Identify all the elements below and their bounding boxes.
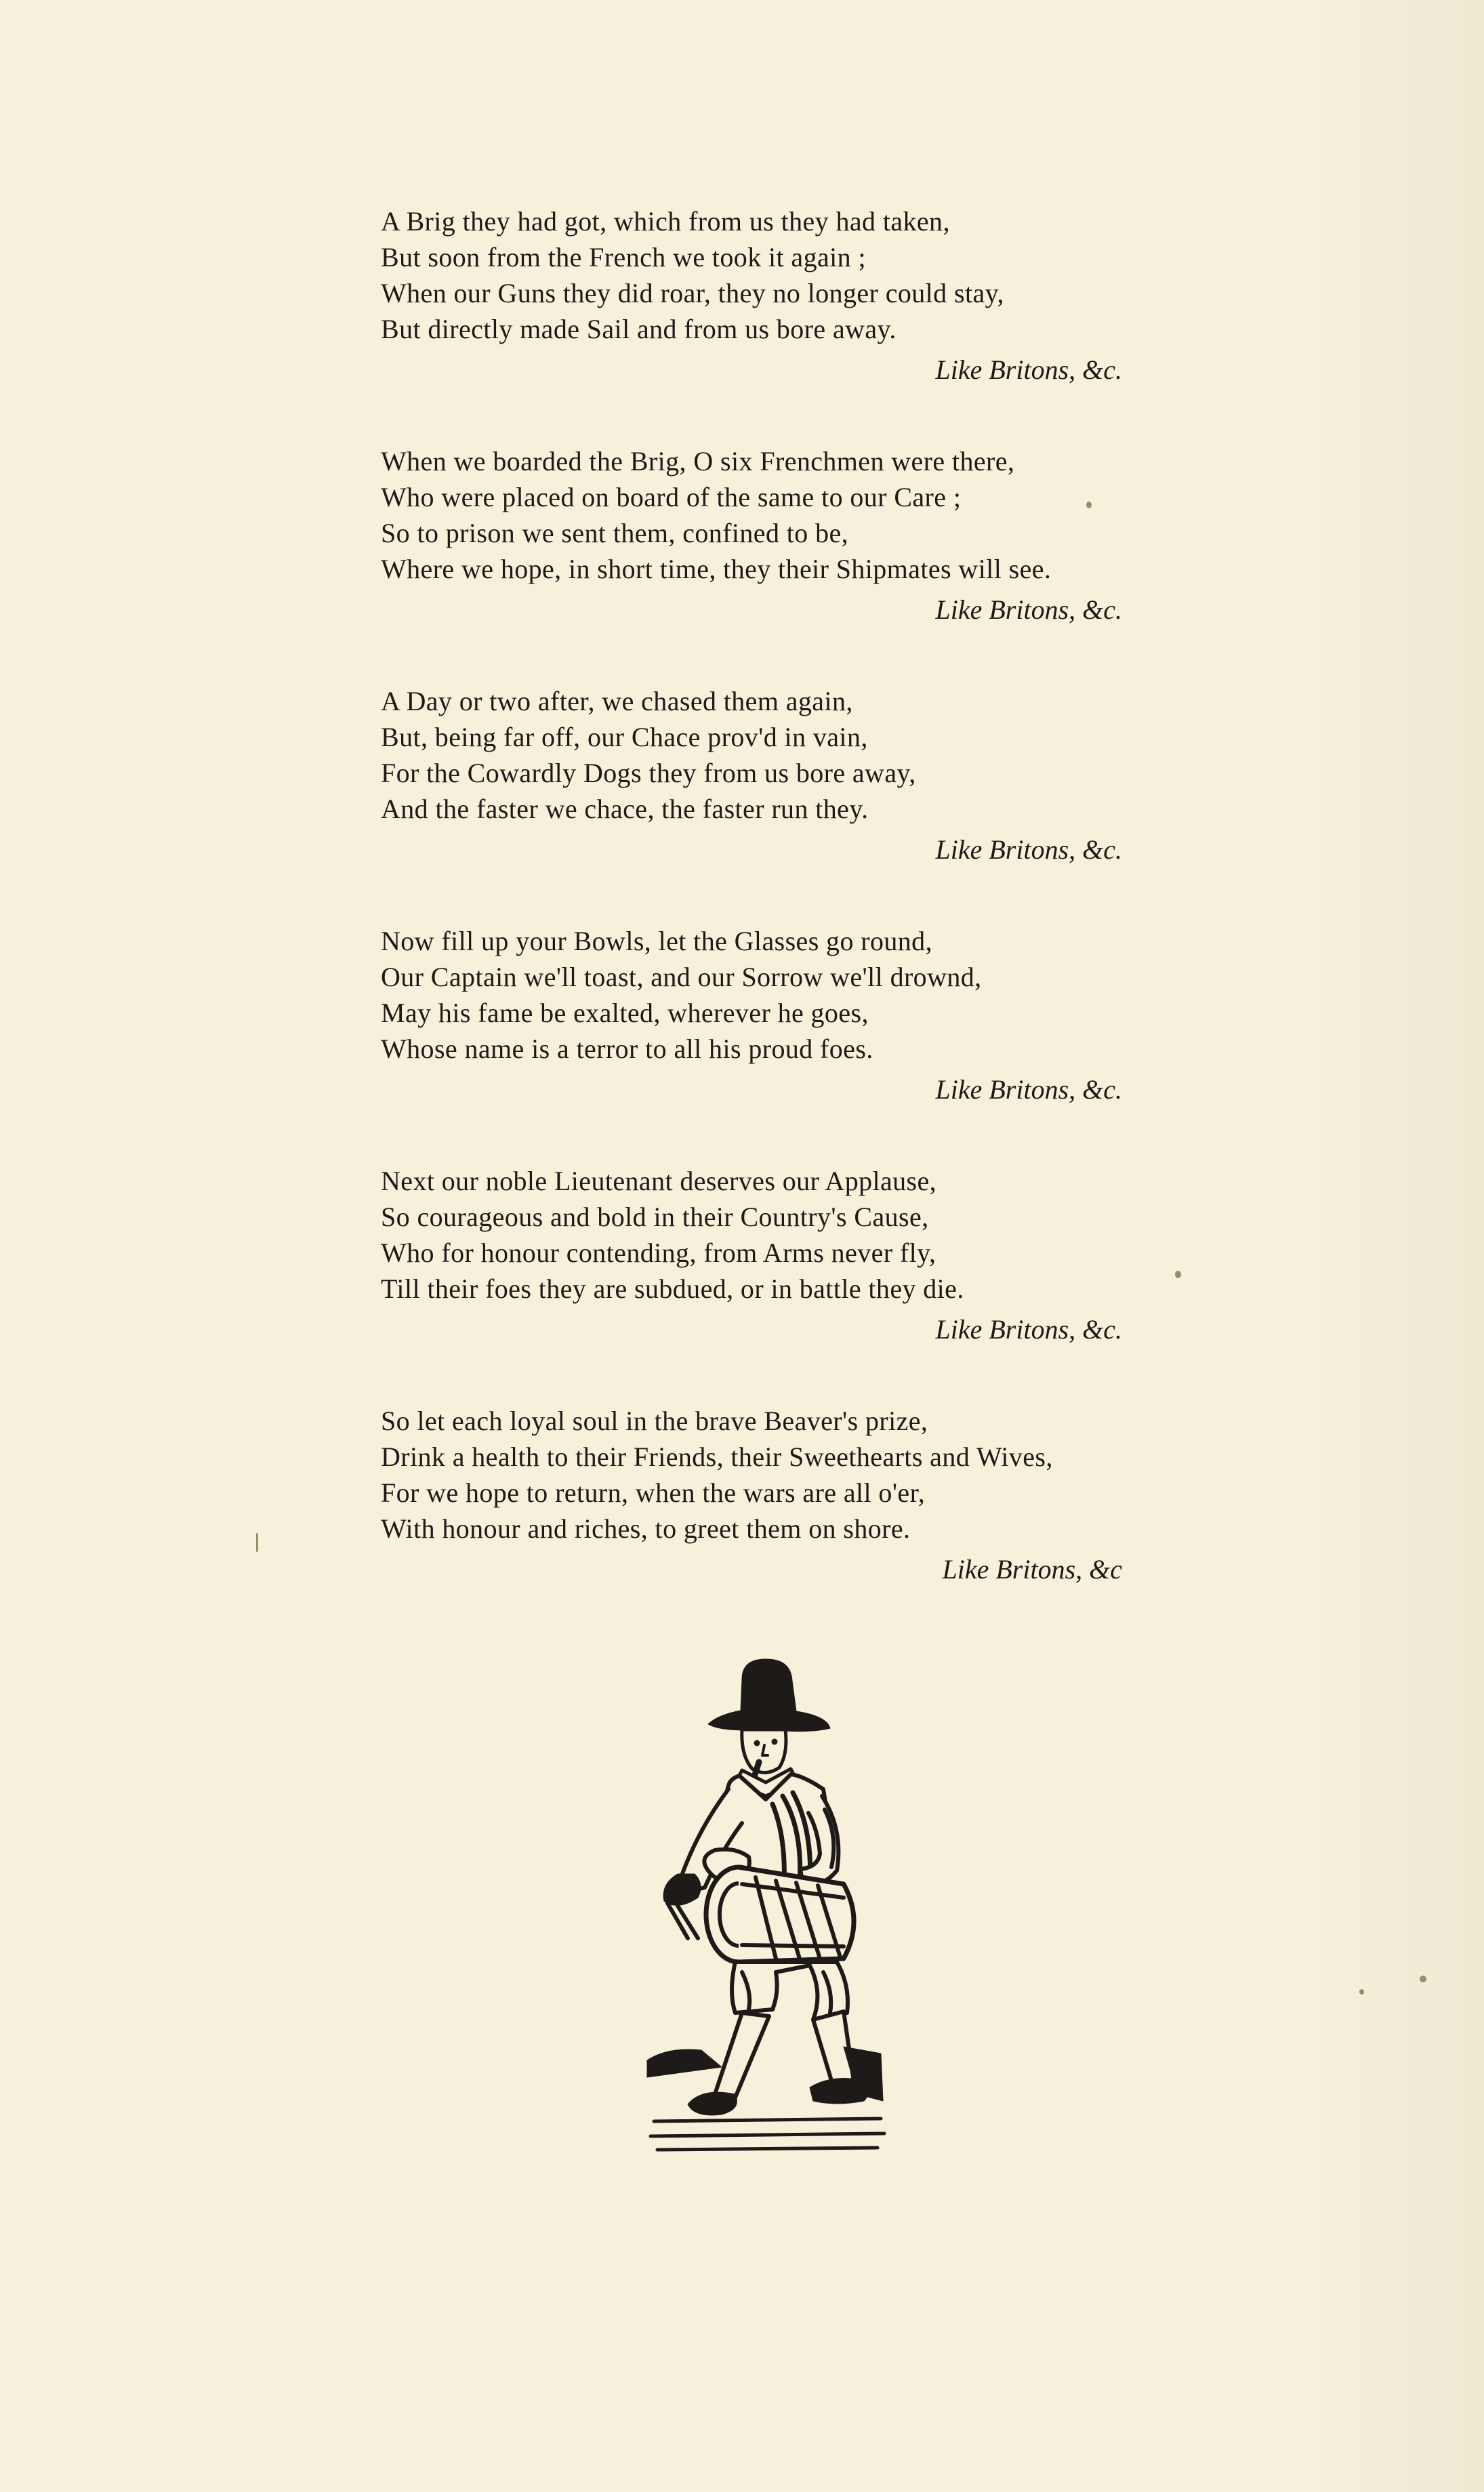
stanza-line: So let each loyal soul in the brave Beaver's prize, <box>381 1406 928 1436</box>
stanza-line: Where we hope, in short time, they their Shipmates will see. <box>381 554 1052 584</box>
paper-speck <box>1359 1989 1364 1995</box>
stanza-2 <box>381 443 1147 629</box>
stanza-line: Now fill up your Bowls, let the Glasses go round, <box>381 926 932 956</box>
stanza-line: A Brig they had got, which from us they had taken, <box>381 206 950 237</box>
stanza-line: So courageous and bold in their Country's Cause, <box>381 1202 929 1232</box>
stanza-line: For we hope to return, when the wars are all o'er, <box>381 1477 926 1508</box>
stanza-line: When our Guns they did roar, they no longer could stay, <box>381 278 1004 308</box>
refrain: Like Britons, &c. <box>935 1074 1122 1105</box>
stanza-3 <box>381 683 1147 869</box>
stanza-line: But directly made Sail and from us bore away. <box>381 314 896 344</box>
stanza-line: For the Cowardly Dogs they from us bore away, <box>381 758 916 788</box>
refrain: Like Britons, &c <box>942 1554 1122 1585</box>
refrain: Like Britons, &c. <box>935 1314 1122 1345</box>
stanza-line: Next our noble Lieutenant deserves our Applause, <box>381 1166 937 1196</box>
stanza-line: When we boarded the Brig, O six Frenchmen were there, <box>381 446 1015 476</box>
poem <box>381 203 1147 1643</box>
stanza-4 <box>381 923 1147 1109</box>
stanza-line: But soon from the French we took it again ; <box>381 242 866 272</box>
paper-speck <box>1086 502 1092 508</box>
stanza-1 <box>381 203 1147 389</box>
stanza-line: Who for honour contending, from Arms never fly, <box>381 1238 936 1268</box>
refrain: Like Britons, &c. <box>935 834 1122 865</box>
stanza-line: And the faster we chace, the faster run they. <box>381 794 869 824</box>
stanza-line: Whose name is a terror to all his proud foes. <box>381 1034 873 1064</box>
stanza-6 <box>381 1403 1147 1589</box>
refrain: Like Britons, &c. <box>935 594 1122 625</box>
woodcut-drummer-icon <box>640 1654 891 2182</box>
paper-speck <box>1420 1976 1426 1982</box>
refrain: Like Britons, &c. <box>935 354 1122 385</box>
stanza-5 <box>381 1163 1147 1349</box>
paper-speck <box>256 1533 258 1552</box>
stanza-line: A Day or two after, we chased them again, <box>381 686 853 716</box>
stanza-line: With honour and riches, to greet them on shore. <box>381 1513 911 1544</box>
stanza-line: Who were placed on board of the same to our Care ; <box>381 482 962 512</box>
stanza-line: Till their foes they are subdued, or in battle they die. <box>381 1273 964 1304</box>
stanza-line: Our Captain we'll toast, and our Sorrow we'll drownd, <box>381 962 982 992</box>
stanza-line: So to prison we sent them, confined to be, <box>381 518 849 548</box>
paper-speck <box>1175 1271 1181 1278</box>
stanza-line: But, being far off, our Chace prov'd in vain, <box>381 722 868 752</box>
stanza-line: May his fame be exalted, wherever he goes, <box>381 998 869 1028</box>
stanza-line: Drink a health to their Friends, their Sweethearts and Wives, <box>381 1442 1053 1472</box>
